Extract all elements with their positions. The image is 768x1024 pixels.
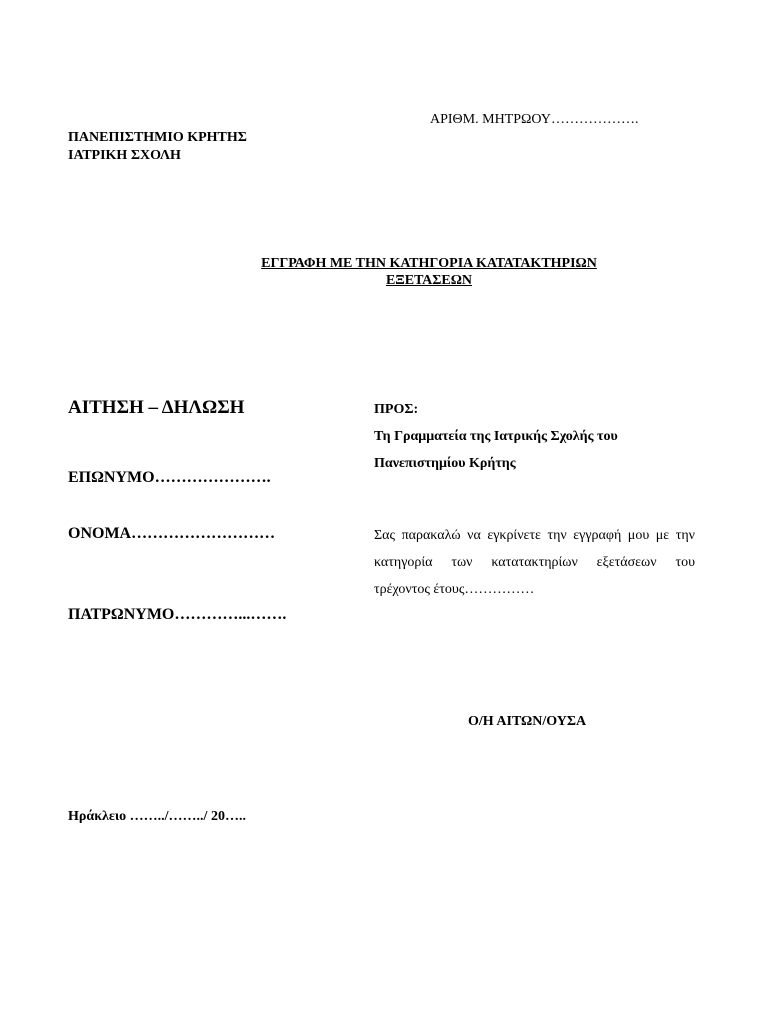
request-paragraph [374, 522, 695, 603]
school-name: ΙΑΤΡΙΚΗ ΣΧΟΛΗ [68, 148, 181, 163]
registry-number-field: ΑΡΙΘΜ. ΜΗΤΡΩΟΥ………………. [430, 112, 639, 127]
form-title: ΑΙΤΗΣΗ – ΔΗΛΩΣΗ [68, 397, 245, 418]
surname-field: ΕΠΩΝΥΜΟ…………………. [68, 469, 271, 486]
fathername-field: ΠΑΤΡΩΝΥΜΟ…………...……. [68, 606, 287, 623]
request-line-1: Σας παρακαλώ να εγκρίνετε την εγγραφή μου με την [374, 528, 695, 543]
firstname-field: ΟΝΟΜΑ……………………… [68, 525, 276, 542]
recipient-label: ΠΡΟΣ: [374, 402, 419, 417]
document-title-line-1: ΕΓΓΡΑΦΗ ΜΕ ΤΗΝ ΚΑΤΗΓΟΡΙΑ ΚΑΤΑΤΑΚΤΗΡΙΩΝ [261, 256, 597, 271]
recipient-block [374, 396, 618, 477]
applicant-signature-label: Ο/Η ΑΙΤΩΝ/ΟΥΣΑ [468, 714, 587, 729]
university-name: ΠΑΝΕΠΙΣΤΗΜΙΟ ΚΡΗΤΗΣ [68, 130, 247, 145]
request-line-2: κατηγορία των κατατακτηρίων εξετάσεων του [374, 555, 695, 570]
document-title-line-2: ΕΞΕΤΑΣΕΩΝ [385, 273, 473, 288]
date-line: Ηράκλειο ……../……../ 20….. [68, 809, 246, 824]
request-line-3: τρέχοντος έτους…………… [374, 582, 535, 597]
recipient-line-2: Πανεπιστημίου Κρήτης [374, 456, 516, 471]
recipient-line-1: Τη Γραμματεία της Ιατρικής Σχολής του [374, 429, 618, 444]
institution-header [68, 129, 247, 165]
document-title [200, 255, 658, 289]
